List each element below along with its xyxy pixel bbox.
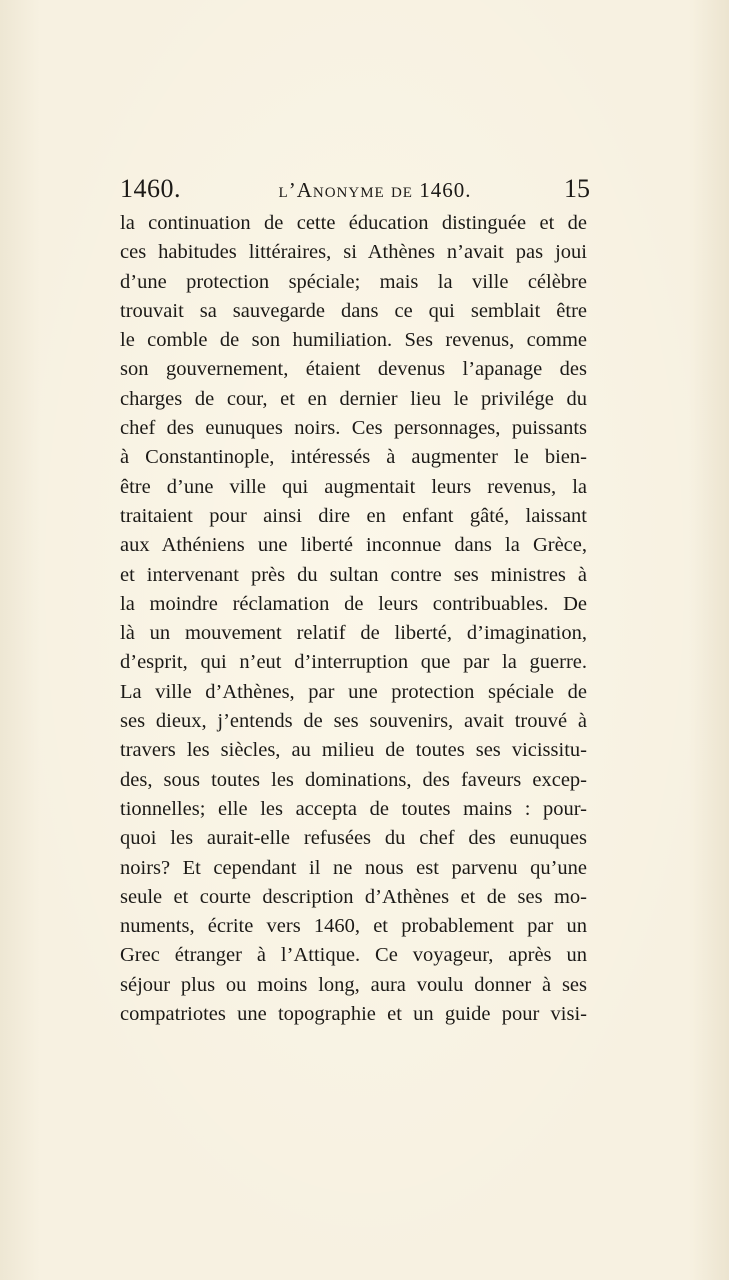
text-line: ces habitudes littéraires, si Athènes n’avait pas joui	[120, 241, 587, 264]
body-text	[120, 209, 587, 1029]
text-line: d’esprit, qui n’eut d’interruption que par la guerre.	[120, 651, 587, 674]
text-line: noirs? Et cependant il ne nous est parvenu qu’une	[120, 856, 587, 879]
text-line: son gouvernement, étaient devenus l’apanage des	[120, 358, 587, 381]
text-line: Grec étranger à l’Attique. Ce voyageur, après un	[120, 944, 587, 967]
page-number: 15	[564, 174, 590, 203]
text-line: ses dieux, j’entends de ses souvenirs, avait trouvé à	[120, 710, 587, 733]
text-line: être d’une ville qui augmentait leurs revenus, la	[120, 475, 587, 498]
text-line: le comble de son humiliation. Ses revenus, comme	[120, 329, 587, 352]
text-line: des, sous toutes les dominations, des faveurs excep-	[120, 768, 587, 791]
text-line: à Constantinople, intéressés à augmenter le bien-	[120, 446, 587, 469]
header-year: 1460.	[120, 174, 181, 203]
text-line: quoi les aurait-elle refusées du chef des eunuques	[120, 827, 587, 850]
text-line: trouvait sa sauvegarde dans ce qui semblait être	[120, 299, 587, 322]
text-line: séjour plus ou moins long, aura voulu donner à ses	[120, 973, 587, 996]
text-line: là un mouvement relatif de liberté, d’imagination,	[120, 622, 587, 645]
text-line: compatriotes une topographie et un guide pour visi-	[120, 1003, 587, 1026]
text-line: et intervenant près du sultan contre ses ministres à	[120, 563, 587, 586]
text-line: chef des eunuques noirs. Ces personnages, puissants	[120, 417, 587, 440]
text-line: travers les siècles, au milieu de toutes ses vicissitu-	[120, 739, 587, 762]
text-line: tionnelles; elle les accepta de toutes mains : pour-	[120, 797, 587, 820]
text-line: la continuation de cette éducation distinguée et de	[120, 212, 587, 234]
text-line: aux Athéniens une liberté inconnue dans la Grèce,	[120, 534, 587, 557]
running-header	[120, 174, 590, 208]
text-line: charges de cour, et en dernier lieu le privilége du	[120, 387, 587, 410]
header-title: l’Anonyme de 1460.	[278, 178, 472, 202]
text-line: La ville d’Athènes, par une protection spéciale de	[120, 680, 587, 703]
text-line: traitaient pour ainsi dire en enfant gâté, laissant	[120, 504, 587, 527]
text-line: la moindre réclamation de leurs contribuables. De	[120, 592, 587, 615]
text-line: seule et courte description d’Athènes et de ses mo-	[120, 885, 587, 908]
text-line: d’une protection spéciale; mais la ville célèbre	[120, 270, 587, 293]
text-line: numents, écrite vers 1460, et probablement par un	[120, 915, 587, 938]
